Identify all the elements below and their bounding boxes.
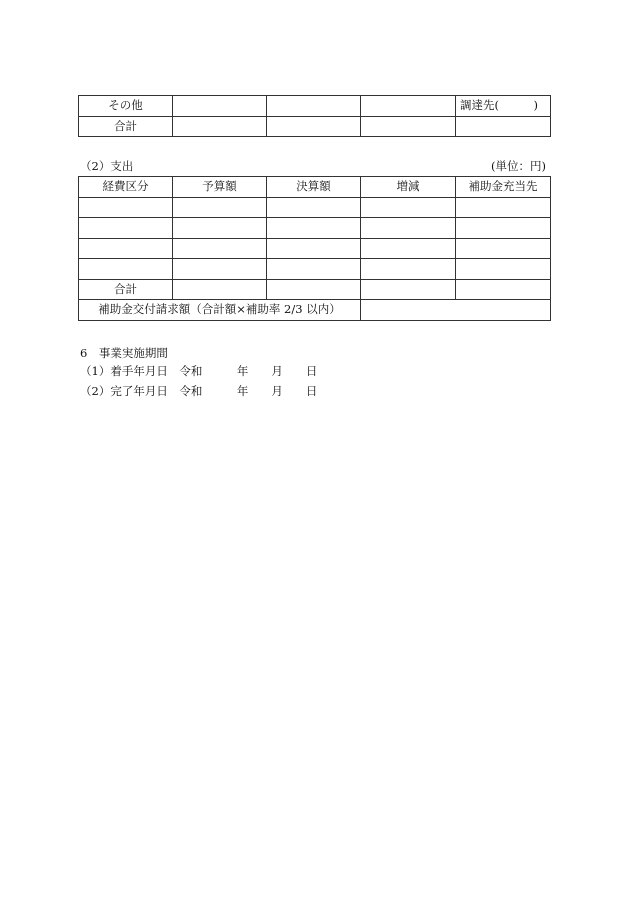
unit-note: (単位：円)	[491, 159, 546, 173]
table-cell	[173, 197, 267, 218]
column-header: 経費区分	[79, 177, 173, 198]
table-cell	[79, 197, 173, 218]
table-cell	[361, 238, 456, 259]
column-header: 決算額	[267, 177, 361, 198]
row-label-total: 合計	[79, 116, 173, 137]
table-row	[79, 259, 551, 280]
start-era: 令和	[179, 364, 203, 378]
table-row	[79, 279, 551, 300]
start-date-row	[80, 364, 317, 378]
column-header: 補助金充当先	[456, 177, 551, 198]
start-day: 日	[305, 364, 318, 378]
table-row	[79, 238, 551, 259]
section6-heading: 6 事業実施期間	[80, 346, 168, 360]
table-cell	[456, 279, 551, 300]
table-cell	[173, 238, 267, 259]
table-cell	[173, 218, 267, 239]
table-cell	[361, 96, 456, 117]
start-year: 年	[236, 364, 249, 378]
end-era: 令和	[179, 384, 203, 398]
table-cell	[173, 279, 267, 300]
table-cell	[173, 116, 267, 137]
subsidy-request-label: 補助金交付請求額（合計額×補助率 2/3 以内）	[79, 300, 361, 321]
table-row	[79, 218, 551, 239]
procurement-source-cell: 調達先( )	[456, 96, 551, 117]
subsidy-request-value-cell	[361, 300, 551, 321]
table-cell	[456, 238, 551, 259]
table-cell	[267, 259, 361, 280]
table-cell	[267, 96, 361, 117]
expense-table	[78, 176, 551, 321]
table-cell	[361, 218, 456, 239]
table-cell	[267, 238, 361, 259]
table-cell	[267, 116, 361, 137]
table-cell	[79, 259, 173, 280]
table-row	[79, 116, 551, 137]
end-date-row	[80, 384, 317, 398]
end-date-label: （2）完了年月日	[80, 384, 168, 398]
table-cell	[361, 197, 456, 218]
column-header: 予算額	[173, 177, 267, 198]
column-header: 増減	[361, 177, 456, 198]
table-cell	[361, 259, 456, 280]
start-date-label: （1）着手年月日	[80, 364, 168, 378]
table-row	[79, 197, 551, 218]
row-label-other: その他	[79, 96, 173, 117]
table-cell	[456, 218, 551, 239]
table-cell	[267, 279, 361, 300]
table-row	[79, 96, 551, 117]
end-year: 年	[236, 384, 249, 398]
table-cell	[173, 96, 267, 117]
row-label-total: 合計	[79, 279, 173, 300]
start-month: 月	[271, 364, 283, 378]
table-cell	[79, 218, 173, 239]
table-cell	[79, 238, 173, 259]
table-cell	[361, 116, 456, 137]
end-day: 日	[305, 384, 318, 398]
table-cell	[456, 116, 551, 137]
table-row	[79, 300, 551, 321]
expense-heading: （2）支出	[80, 159, 134, 173]
table-cell	[456, 197, 551, 218]
table-header-row	[79, 177, 551, 198]
income-table	[78, 95, 551, 137]
end-month: 月	[271, 384, 283, 398]
table-cell	[267, 197, 361, 218]
table-cell	[361, 279, 456, 300]
table-cell	[173, 259, 267, 280]
table-cell	[456, 259, 551, 280]
table-cell	[267, 218, 361, 239]
